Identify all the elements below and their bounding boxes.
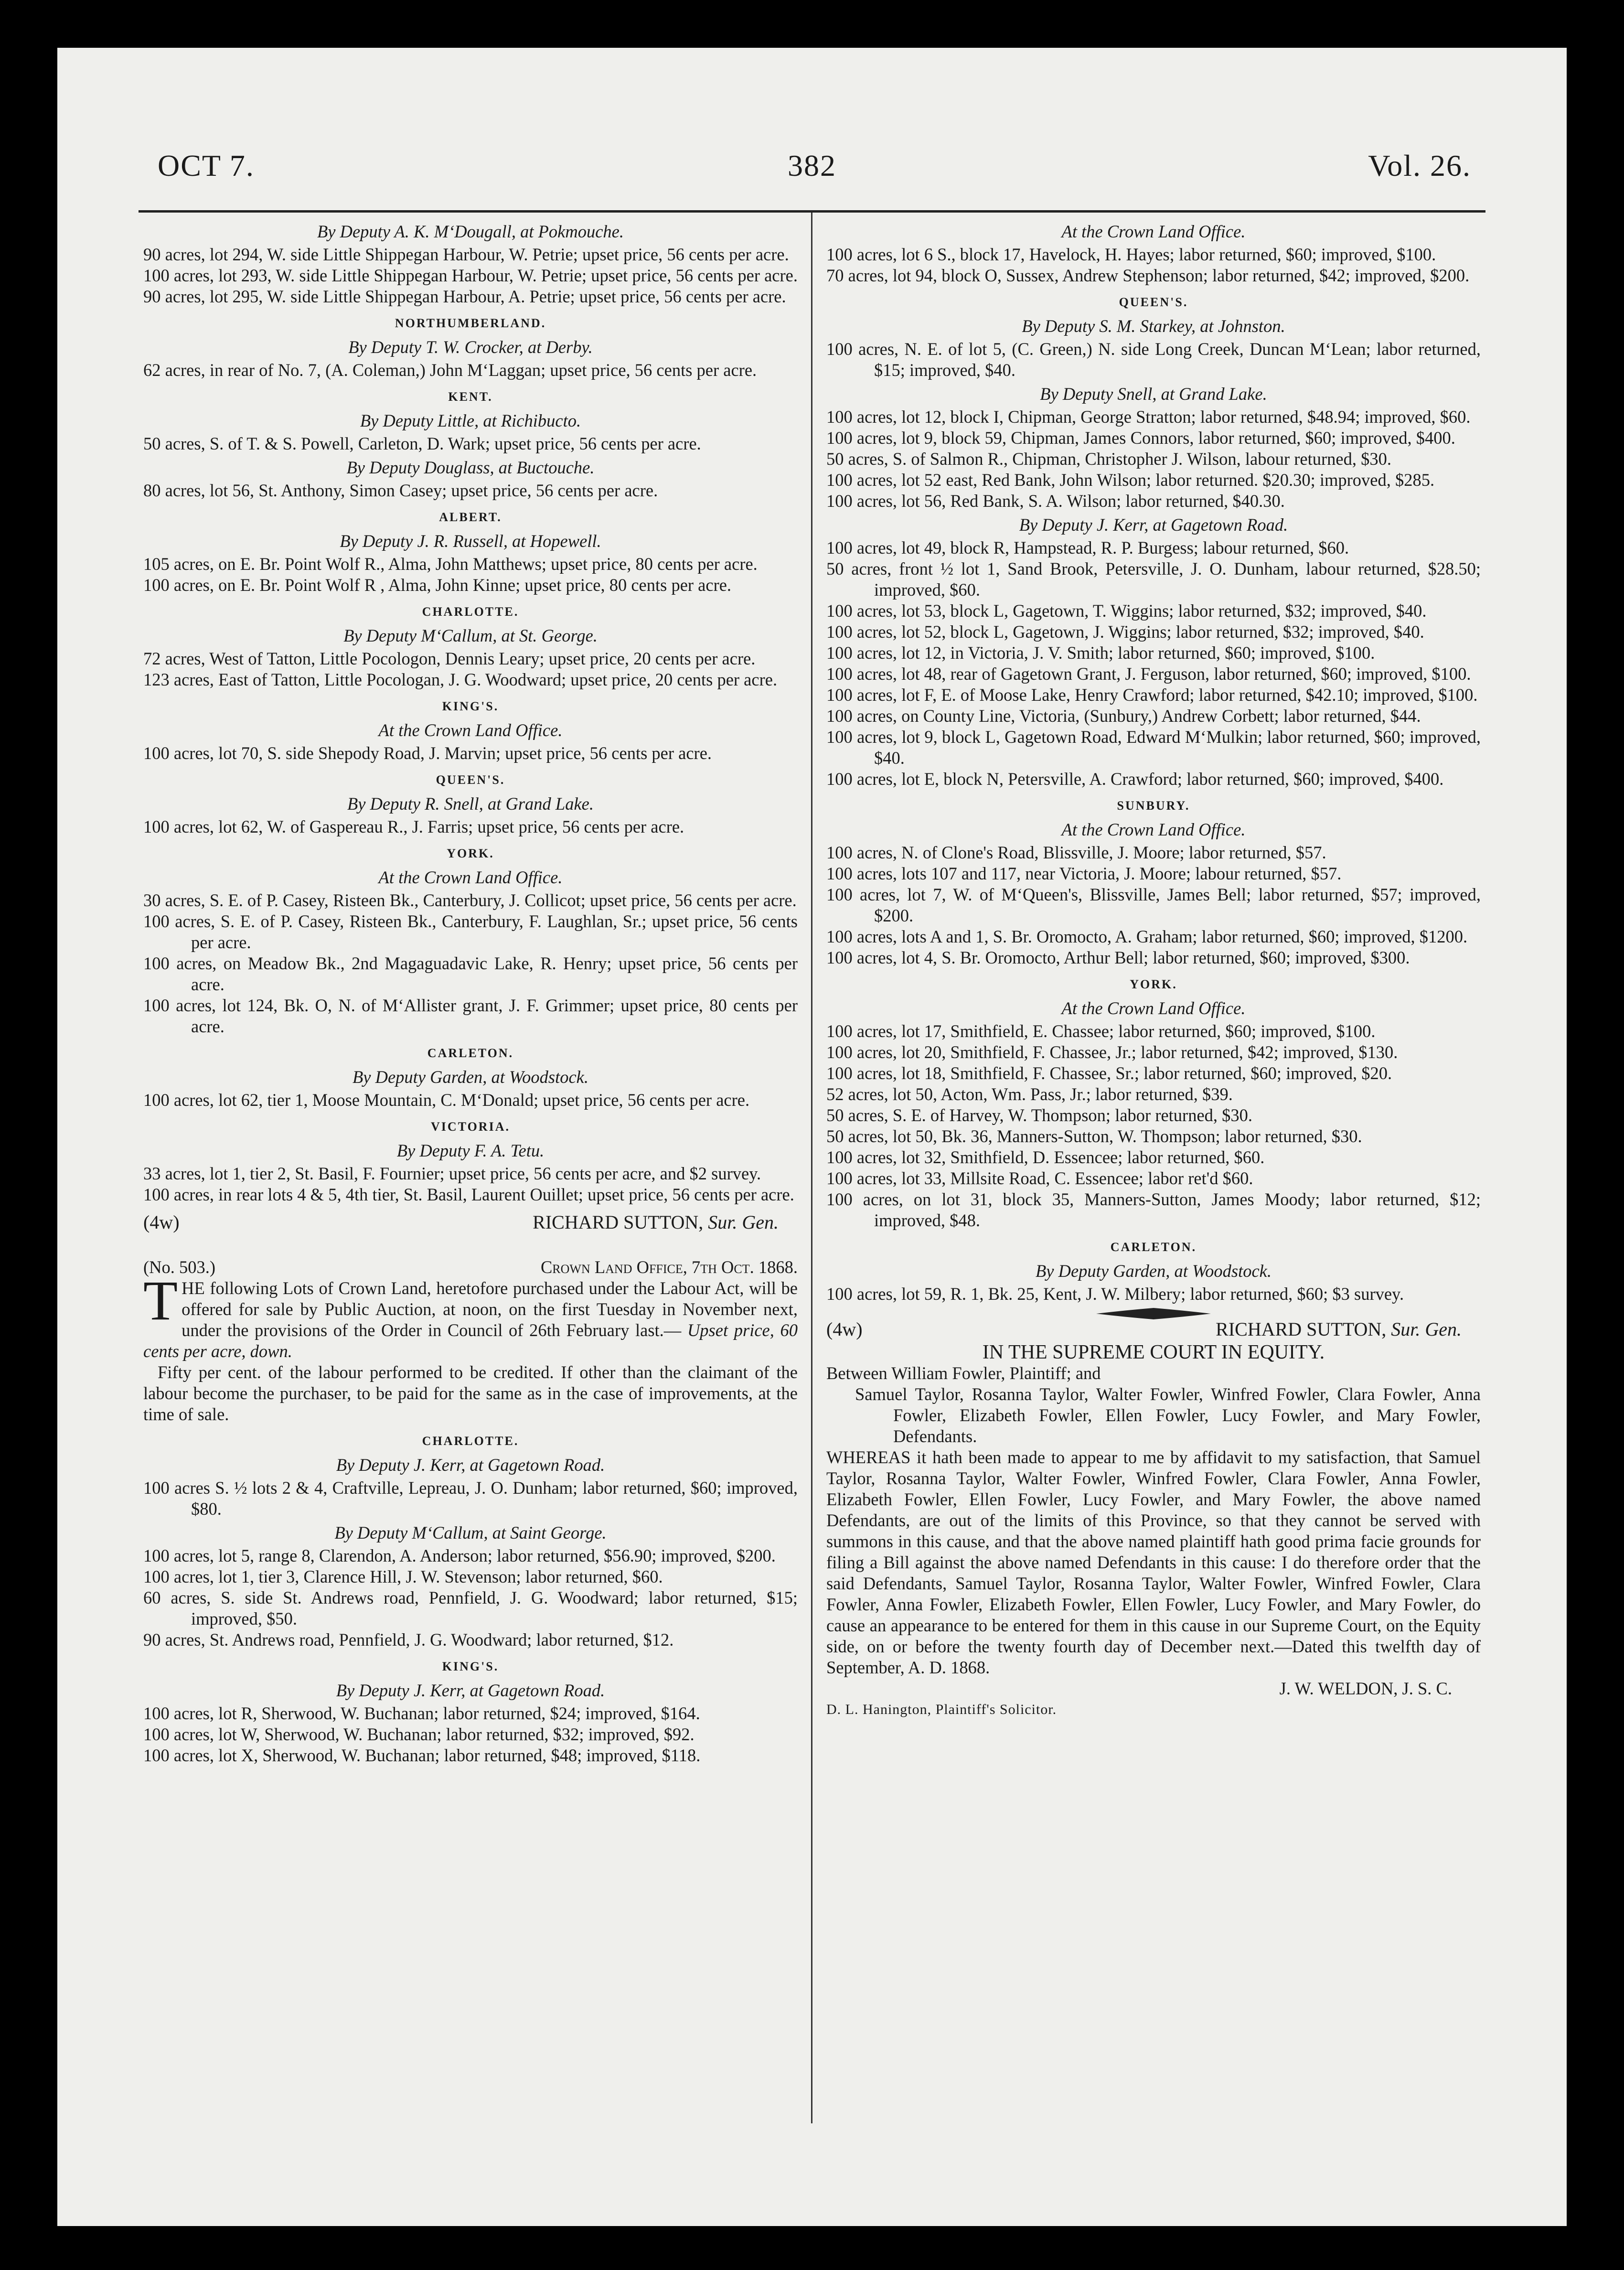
entry-list bbox=[143, 648, 798, 690]
lot-entry: 90 acres, lot 295, W. side Little Shippegan Harbour, A. Petrie; upset price, 56 cents per acre. bbox=[143, 287, 786, 306]
lot-entry: 50 acres, front ½ lot 1, Sand Brook, Petersville, J. O. Dunham, labour returned, $28.50; improved, $60. bbox=[826, 559, 1481, 600]
lot-entry: 100 acres, lot 20, Smithfield, F. Chassee, Jr.; labor returned, $42; improved, $130. bbox=[826, 1042, 1398, 1062]
upset-price: Upset price, 60 cents per acre, down. bbox=[143, 1320, 798, 1361]
columns bbox=[139, 213, 1485, 2123]
lot-entry: 80 acres, lot 56, St. Anthony, Simon Casey; upset price, 56 cents per acre. bbox=[143, 481, 658, 500]
entry-list bbox=[143, 890, 798, 1037]
lot-entry: 50 acres, S. of T. & S. Powell, Carleton, D. Wark; upset price, 56 cents per acre. bbox=[143, 434, 701, 453]
signatory-title: Sur. Gen. bbox=[1391, 1318, 1462, 1340]
column-rule bbox=[811, 213, 812, 2123]
signatory-title: Sur. Gen. bbox=[708, 1211, 779, 1233]
lot-entry: 105 acres, on E. Br. Point Wolf R., Alma, John Matthews; upset price, 80 cents per acre. bbox=[143, 554, 758, 574]
entry-list bbox=[143, 743, 798, 764]
entry-list bbox=[143, 1090, 798, 1111]
lot-entry: 100 acres, lot 7, W. of M‘Queen's, Blissville, James Bell; labor returned, $57; improved, $200. bbox=[826, 885, 1481, 925]
court-between: Between William Fowler, Plaintiff; and bbox=[826, 1363, 1101, 1383]
county-caption: QUEEN'S. bbox=[1119, 295, 1188, 309]
insertion-tag: (4w) bbox=[143, 1211, 180, 1233]
entry-list bbox=[143, 360, 798, 381]
header-date: OCT 7. bbox=[158, 149, 255, 182]
lot-entry: 70 acres, lot 94, block O, Sussex, Andrew Stephenson; labor returned, $42; improved, $200. bbox=[826, 266, 1470, 285]
deputy-heading: By Deputy J. Kerr, at Gagetown Road. bbox=[336, 1455, 605, 1475]
lot-entry: 72 acres, West of Tatton, Little Pocologon, Dennis Leary; upset price, 20 cents per acre. bbox=[143, 649, 756, 668]
lot-entry: 100 acres, lot 59, R. 1, Bk. 25, Kent, J. W. Milbery; labor returned, $60; $3 survey. bbox=[826, 1284, 1404, 1304]
deputy-heading: By Deputy M‘Callum, at Saint George. bbox=[334, 1523, 607, 1542]
lot-entry: 100 acres, on lot 31, block 35, Manners-Sutton, James Moody; labor returned, $12; improved, $48. bbox=[826, 1189, 1481, 1230]
lot-entry: 100 acres, lot 1, tier 3, Clarence Hill, J. W. Stevenson; labor returned, $60. bbox=[143, 1567, 663, 1586]
entry-list bbox=[143, 1163, 798, 1205]
deputy-heading: By Deputy Douglass, at Buctouche. bbox=[346, 458, 595, 477]
notice-number: (No. 503.) bbox=[143, 1257, 216, 1277]
court-order: WHEREAS it hath been made to appear to me by affidavit to my satisfaction, that Samuel Taylor, Rosanna Taylor, Walter Fowler, Winfred Fowler, Clara Fowler, Anna Fowler, Elizabeth Fowler, Ellen Fowler, Lucy Fowler, and Mary Fowler, the above named Defendants, are out of the limits of this Province, so that they cannot be served with summons in this cause, and that the above named plaintiff hath good prima facie grounds for filing a Bill against the above named Defendants in this cause: I do therefore order that the said Defendants, Samuel Taylor, Rosanna Taylor, Walter Fowler, Winfred Fowler, Clara Fowler, Anna Fowler, Elizabeth Fowler, Ellen Fowler, Lucy Fowler, and Mary Fowler, do cause an appearance to be entered for them in this cause in our Supreme Court, on the Equity side, on or before the twenty fourth day of December next.—Dated this twelfth day of September, A. D. 1868. bbox=[826, 1447, 1481, 1677]
deputy-heading: By Deputy S. M. Starkey, at Johnston. bbox=[1022, 316, 1285, 336]
lot-entry: 100 acres, lot 52 east, Red Bank, John Wilson; labor returned. $20.30; improved, $285. bbox=[826, 470, 1435, 490]
entry-list bbox=[143, 433, 798, 454]
lot-entry: 100 acres, lot 9, block 59, Chipman, James Connors, labor returned, $60; improved, $400. bbox=[826, 428, 1455, 448]
right-column bbox=[826, 218, 1481, 1720]
insertion-tag: (4w) bbox=[826, 1318, 863, 1340]
entry-list bbox=[143, 1478, 798, 1520]
notice-header bbox=[143, 1257, 798, 1278]
signature-line bbox=[143, 1212, 798, 1233]
county-caption: YORK. bbox=[447, 846, 494, 860]
entry-list bbox=[143, 1545, 798, 1650]
lot-entry: 100 acres, on Meadow Bk., 2nd Magaguadavic Lake, R. Henry; upset price, 56 cents per acre. bbox=[143, 953, 798, 994]
county-caption: CARLETON. bbox=[427, 1046, 514, 1060]
deputy-heading: At the Crown Land Office. bbox=[1061, 998, 1246, 1018]
lot-entry: 100 acres, lot 70, S. side Shepody Road, J. Marvin; upset price, 56 cents per acre. bbox=[143, 743, 712, 763]
deputy-heading: At the Crown Land Office. bbox=[1061, 222, 1246, 241]
notice-paragraph: Fifty per cent. of the labour performed to be credited. If other than the claimant of the labour become the purchaser, to be paid for the same as in the case of improvements, at the time of sale. bbox=[143, 1362, 798, 1424]
notice-text: HE following Lots of Crown Land, heretofore purchased under the Labour Act, will be offered for sale by Public Auction, at noon, on the first Tuesday in November next, under the provisions of the Order in Council of 26th February last.— bbox=[182, 1278, 798, 1340]
entry-list bbox=[826, 407, 1481, 512]
lot-entry: 100 acres, lot R, Sherwood, W. Buchanan; labor returned, $24; improved, $164. bbox=[143, 1703, 700, 1723]
lot-entry: 100 acres, lot 62, tier 1, Moose Mountain, C. M‘Donald; upset price, 56 cents per acre. bbox=[143, 1090, 750, 1110]
county-caption: VICTORIA. bbox=[431, 1120, 510, 1134]
deputy-heading: By Deputy F. A. Tetu. bbox=[396, 1141, 545, 1160]
signatory-name: RICHARD SUTTON, bbox=[533, 1211, 704, 1233]
drop-cap: T bbox=[143, 1269, 178, 1332]
volume-number: Vol. 26. bbox=[1368, 149, 1471, 182]
entry-list bbox=[826, 1284, 1481, 1305]
lot-entry: 123 acres, East of Tatton, Little Pocologan, J. G. Woodward; upset price, 20 cents per acre. bbox=[143, 670, 778, 689]
deputy-heading: By Deputy R. Snell, at Grand Lake. bbox=[347, 794, 594, 814]
lot-entry: 100 acres, lot 48, rear of Gagetown Grant, J. Ferguson, labor returned, $60; improved, $100. bbox=[826, 664, 1471, 684]
entry-list bbox=[143, 480, 798, 501]
deputy-heading: By Deputy Snell, at Grand Lake. bbox=[1040, 384, 1267, 404]
county-caption: KING'S. bbox=[442, 699, 499, 713]
deputy-heading: By Deputy J. Kerr, at Gagetown Road. bbox=[1019, 515, 1288, 535]
lot-entry: 100 acres, lot 49, block R, Hampstead, R. P. Burgess; labour returned, $60. bbox=[826, 538, 1349, 557]
notice-body bbox=[143, 1269, 798, 1362]
solicitor-line: D. L. Hanington, Plaintiff's Solicitor. bbox=[826, 1702, 1057, 1717]
lot-entry: 62 acres, in rear of No. 7, (A. Coleman,) John M‘Laggan; upset price, 56 cents per acre. bbox=[143, 360, 757, 380]
lot-entry: 100 acres, lot 12, in Victoria, J. V. Smith; labor returned, $60; improved, $100. bbox=[826, 643, 1375, 663]
lot-entry: 100 acres, lot W, Sherwood, W. Buchanan; labor returned, $32; improved, $92. bbox=[143, 1724, 694, 1744]
court-title: IN THE SUPREME COURT IN EQUITY. bbox=[982, 1341, 1325, 1363]
lot-entry: 90 acres, St. Andrews road, Pennfield, J. G. Woodward; labor returned, $12. bbox=[143, 1630, 674, 1649]
lot-entry: 100 acres, lot 17, Smithfield, E. Chassee; labor returned, $60; improved, $100. bbox=[826, 1021, 1376, 1041]
lot-entry: 100 acres, lot 56, Red Bank, S. A. Wilson; labor returned, $40.30. bbox=[826, 491, 1285, 511]
lot-entry: 100 acres, lot 52, block L, Gagetown, J. Wiggins; labor returned, $32; improved, $40. bbox=[826, 622, 1424, 642]
lot-entry: 100 acres, lot F, E. of Moose Lake, Henry Crawford; labor returned, $42.10; improved, $100. bbox=[826, 685, 1478, 705]
lot-entry: 90 acres, lot 294, W. side Little Shippegan Harbour, W. Petrie; upset price, 56 cents per acre. bbox=[143, 245, 789, 264]
entry-list bbox=[826, 842, 1481, 968]
lot-entry: 50 acres, S. of Salmon R., Chipman, Christopher J. Wilson, labour returned, $30. bbox=[826, 449, 1391, 469]
lot-entry: 100 acres, lot E, block N, Petersville, A. Crawford; labor returned, $60; improved, $400. bbox=[826, 769, 1444, 789]
ornament-divider bbox=[826, 1305, 1481, 1319]
notice-office-date: Crown Land Office, 7th Oct. 1868. bbox=[540, 1257, 798, 1277]
county-caption: NORTHUMBERLAND. bbox=[395, 316, 546, 330]
entry-list bbox=[826, 244, 1481, 286]
signatory-name: RICHARD SUTTON, bbox=[1216, 1318, 1387, 1340]
lot-entry: 100 acres, on County Line, Victoria, (Sunbury,) Andrew Corbett; labor returned, $44. bbox=[826, 706, 1421, 726]
county-caption: KING'S. bbox=[442, 1660, 499, 1673]
lot-entry: 100 acres, lot 4, S. Br. Oromocto, Arthur Bell; labor returned, $60; improved, $300. bbox=[826, 948, 1410, 967]
entry-list bbox=[143, 816, 798, 837]
entry-list bbox=[143, 554, 798, 596]
deputy-heading: By Deputy M‘Callum, at St. George. bbox=[343, 626, 598, 645]
county-caption: CHARLOTTE. bbox=[422, 605, 519, 619]
lot-entry: 50 acres, S. E. of Harvey, W. Thompson; labor returned, $30. bbox=[826, 1105, 1253, 1125]
deputy-heading: At the Crown Land Office. bbox=[378, 720, 563, 740]
lot-entry: 100 acres, lot 6 S., block 17, Havelock, H. Hayes; labor returned, $60; improved, $100. bbox=[826, 245, 1436, 264]
lot-entry: 100 acres, lot 5, range 8, Clarendon, A. Anderson; labor returned, $56.90; improved, $200. bbox=[143, 1546, 776, 1565]
entry-list bbox=[826, 1021, 1481, 1231]
judge-signature: J. W. WELDON, J. S. C. bbox=[1279, 1679, 1452, 1698]
county-caption: CHARLOTTE. bbox=[422, 1434, 519, 1448]
county-caption: YORK. bbox=[1130, 977, 1177, 991]
signatory bbox=[180, 1212, 798, 1233]
lot-entry: 100 acres, lot 293, W. side Little Shippegan Harbour, W. Petrie; upset price, 56 cents per acre. bbox=[143, 266, 798, 285]
entry-list bbox=[143, 244, 798, 307]
county-caption: QUEEN'S. bbox=[436, 773, 505, 787]
lot-entry: 30 acres, S. E. of P. Casey, Risteen Bk., Canterbury, J. Collicot; upset price, 56 cents per acre. bbox=[143, 890, 797, 910]
lot-entry: 60 acres, S. side St. Andrews road, Pennfield, J. G. Woodward; labor returned, $15; improved, $50. bbox=[143, 1588, 798, 1628]
deputy-heading: By Deputy Garden, at Woodstock. bbox=[353, 1067, 588, 1087]
lot-entry: 100 acres, lot 33, Millsite Road, C. Essencee; labor ret'd $60. bbox=[826, 1168, 1253, 1188]
page-number: 382 bbox=[788, 149, 836, 182]
county-caption: SUNBURY. bbox=[1117, 799, 1190, 813]
gazette-page bbox=[57, 48, 1567, 2226]
county-caption: KENT. bbox=[448, 390, 493, 404]
deputy-heading: At the Crown Land Office. bbox=[1061, 820, 1246, 839]
lot-entry: 52 acres, lot 50, Acton, Wm. Pass, Jr.; labor returned, $39. bbox=[826, 1084, 1233, 1104]
lot-entry: 100 acres, lot 124, Bk. O, N. of M‘Allister grant, J. F. Grimmer; upset price, 80 cents per acre. bbox=[143, 996, 798, 1036]
deputy-heading: By Deputy Garden, at Woodstock. bbox=[1036, 1261, 1271, 1281]
lot-entry: 100 acres S. ½ lots 2 & 4, Craftville, Lepreau, J. O. Dunham; labor returned, $60; improved, $80. bbox=[143, 1478, 798, 1519]
entry-list bbox=[826, 537, 1481, 790]
left-column bbox=[143, 218, 798, 1766]
deputy-heading: By Deputy Little, at Richibucto. bbox=[360, 411, 581, 430]
lot-entry: 100 acres, lot 18, Smithfield, F. Chassee, Sr.; labor returned, $60; improved, $20. bbox=[826, 1063, 1392, 1083]
lot-entry: 100 acres, lots A and 1, S. Br. Oromocto, A. Graham; labor returned, $60; improved, $1200. bbox=[826, 927, 1468, 946]
county-caption: ALBERT. bbox=[439, 510, 502, 524]
lot-entry: 100 acres, N. E. of lot 5, (C. Green,) N. side Long Creek, Duncan M‘Lean; labor returned, $15; improved, $40. bbox=[826, 339, 1481, 380]
lot-entry: 100 acres, lot 9, block L, Gagetown Road, Edward M‘Mulkin; labor returned, $60; improved, $40. bbox=[826, 727, 1481, 768]
deputy-heading: By Deputy A. K. M‘Dougall, at Pokmouche. bbox=[317, 222, 624, 241]
lot-entry: 100 acres, S. E. of P. Casey, Risteen Bk., Canterbury, F. Laughlan, Sr.; upset price, 56 cents per acre. bbox=[143, 911, 798, 952]
deputy-heading: By Deputy T. W. Crocker, at Derby. bbox=[348, 337, 593, 357]
entry-list bbox=[826, 339, 1481, 381]
lot-entry: 33 acres, lot 1, tier 2, St. Basil, F. Fournier; upset price, 56 cents per acre, and $2 survey. bbox=[143, 1164, 761, 1183]
deputy-heading: By Deputy J. Kerr, at Gagetown Road. bbox=[336, 1681, 605, 1700]
lot-entry: 100 acres, lot X, Sherwood, W. Buchanan; labor returned, $48; improved, $118. bbox=[143, 1745, 701, 1765]
lot-entry: 100 acres, lot 32, Smithfield, D. Essencee; labor returned, $60. bbox=[826, 1147, 1265, 1167]
court-parties: Samuel Taylor, Rosanna Taylor, Walter Fowler, Winfred Fowler, Clara Fowler, Anna Fowler, Elizabeth Fowler, Ellen Fowler, Lucy Fowler, and Mary Fowler, Defendants. bbox=[855, 1384, 1481, 1446]
signature-line bbox=[826, 1319, 1481, 1340]
lot-entry: 100 acres, lot 12, block I, Chipman, George Stratton; labor returned, $48.94; improved, $60. bbox=[826, 407, 1471, 427]
deputy-heading: At the Crown Land Office. bbox=[378, 867, 563, 887]
entry-list bbox=[143, 1703, 798, 1766]
county-caption: CARLETON. bbox=[1110, 1240, 1197, 1254]
lot-entry: 100 acres, lots 107 and 117, near Victoria, J. Moore; labour returned, $57. bbox=[826, 864, 1342, 883]
signatory bbox=[863, 1319, 1481, 1340]
deputy-heading: By Deputy J. R. Russell, at Hopewell. bbox=[340, 531, 601, 551]
lot-entry: 100 acres, N. of Clone's Road, Blissville, J. Moore; labor returned, $57. bbox=[826, 843, 1326, 862]
lot-entry: 100 acres, in rear lots 4 & 5, 4th tier, St. Basil, Laurent Ouillet; upset price, 56 cents per acre. bbox=[143, 1185, 794, 1204]
page-header bbox=[139, 139, 1485, 213]
lot-entry: 50 acres, lot 50, Bk. 36, Manners-Sutton, W. Thompson; labor returned, $30. bbox=[826, 1126, 1362, 1146]
lot-entry: 100 acres, lot 62, W. of Gaspereau R., J. Farris; upset price, 56 cents per acre. bbox=[143, 817, 684, 836]
lot-entry: 100 acres, lot 53, block L, Gagetown, T. Wiggins; labor returned, $32; improved, $40. bbox=[826, 601, 1427, 621]
lot-entry: 100 acres, on E. Br. Point Wolf R , Alma, John Kinne; upset price, 80 cents per acre. bbox=[143, 575, 732, 595]
